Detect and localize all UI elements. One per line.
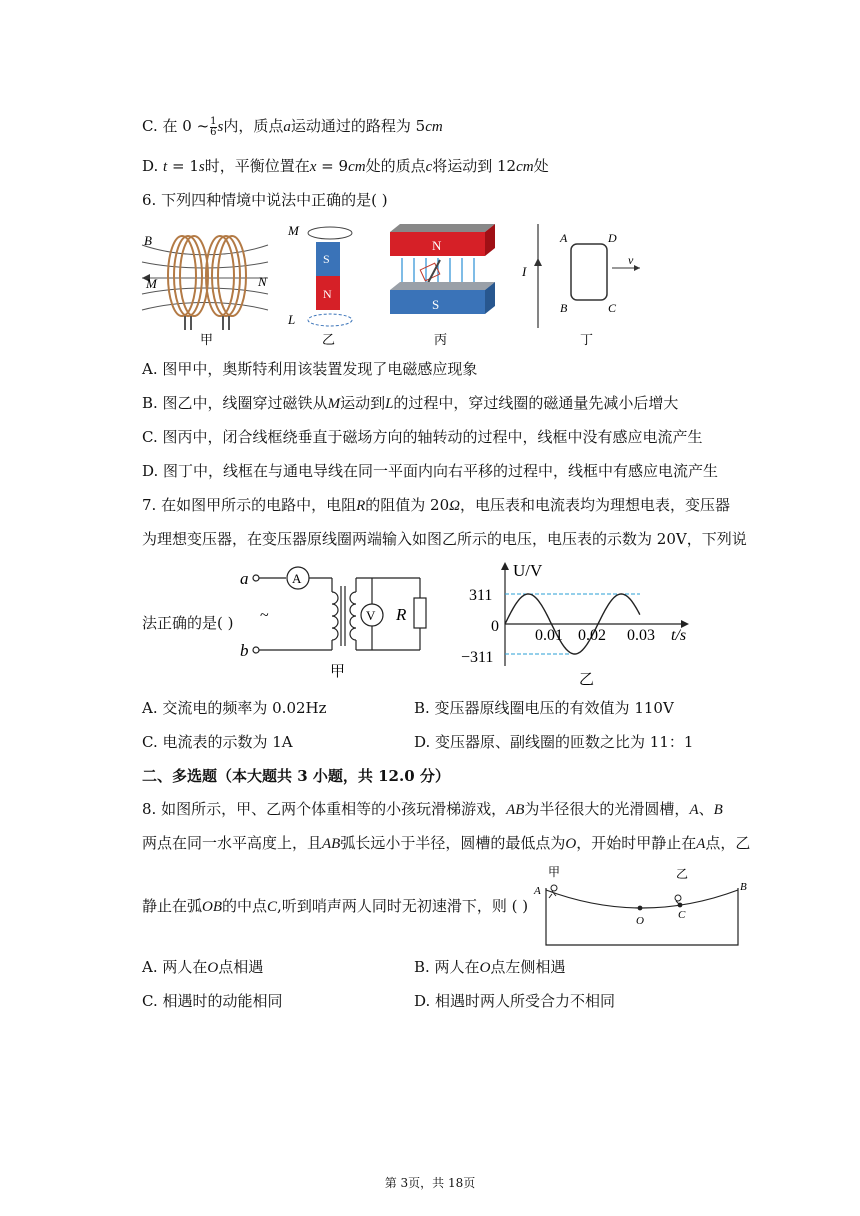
q6-option-c: C. 图丙中，闭合线框绕垂直于磁场方向的轴转动的过程中，线框中没有感应电流产生	[142, 428, 703, 446]
y-axis-label: U/V	[513, 561, 543, 580]
q8-stem-line2: 两点在同一水平高度上，且AB弧长远小于半径，圆槽的最低点为O，开始时甲静止在A点，乙	[142, 834, 751, 852]
field-figure	[390, 224, 495, 347]
point-o: O	[636, 915, 644, 927]
ammeter-label: A	[292, 571, 302, 586]
q8-slide-figure	[530, 862, 756, 950]
q7-stem-line1: 7. 在如图甲所示的电路中，电阻R的阻值为 20Ω，电压表和电流表均为理想电表，变压器	[142, 496, 730, 514]
svg-text:B: B	[560, 301, 568, 315]
terminal-b: b	[240, 641, 249, 660]
magnet-figure	[287, 223, 352, 347]
caption-jia: 甲	[330, 664, 346, 680]
caption-bing: 丙	[434, 332, 448, 347]
point-a: A	[534, 885, 541, 897]
q6-option-b: B. 图乙中，线圈穿过磁铁从M运动到L的过程中，穿过线圈的磁通量先减小后增大	[142, 394, 679, 412]
q8-stem-line3: 静止在弧OB的中点C,听到哨声两人同时无初速滑下，则 ( )	[142, 897, 529, 915]
x-axis-label: t/s	[671, 627, 687, 644]
q7-voltage-graph	[455, 556, 705, 692]
q6-option-d: D. 图丁中，线框在与通电导线在同一平面内向右平移的过程中，线框中有感应电流产生	[142, 462, 719, 480]
q6-stem: 6. 下列四种情境中说法中正确的是( )	[142, 191, 388, 209]
label-yi: 乙	[676, 867, 689, 881]
q7-stem-line2: 为理想变压器，在变压器原线圈两端输入如图乙所示的电压，电压表的示数为 20V，下列说	[142, 530, 747, 548]
label-n: N	[258, 274, 267, 289]
caption-yi: 乙	[322, 332, 336, 347]
q7-option-c: C. 电流表的示数为 1A	[142, 733, 293, 751]
y-tick-min: −311	[461, 649, 494, 666]
label-jia: 甲	[548, 865, 561, 879]
label-m: M	[146, 276, 157, 291]
q8-option-c: C. 相遇时的动能相同	[142, 992, 283, 1010]
x-tick-2: 0.02	[578, 627, 606, 644]
svg-text:S: S	[323, 252, 330, 266]
svg-text:N: N	[323, 287, 332, 301]
q5-option-c: C. 在 0 ~ $\frac{1}{6}$ s内，质点a运动通过的路程为 5cm	[142, 115, 443, 138]
caption-yi: 乙	[579, 672, 595, 688]
coil-figure	[142, 233, 268, 347]
resistor-label: R	[396, 605, 407, 624]
q8-option-b: B. 两人在O点左侧相遇	[414, 958, 566, 976]
voltmeter-label: V	[366, 608, 376, 623]
q8-option-d: D. 相遇时两人所受合力不相同	[414, 992, 616, 1010]
wire-figure	[521, 224, 640, 347]
ac-source-symbol: ~	[260, 607, 269, 624]
section-heading: 二、多选题（本大题共 3 小题，共 12.0 分）	[142, 767, 450, 785]
q7-circuit	[240, 560, 440, 680]
fraction: $\frac{1}{6}$	[210, 115, 217, 138]
y-tick-zero: 0	[491, 618, 499, 635]
svg-text:N: N	[432, 238, 442, 253]
q8-stem-line1: 8. 如图所示，甲、乙两个体重相等的小孩玩滑梯游戏，AB为半径很大的光滑圆槽，A、B	[142, 800, 723, 818]
svg-text:S: S	[432, 297, 440, 312]
q7-stem-line3: 法正确的是( )	[142, 614, 234, 632]
q5-option-d: D. t = 1s时，平衡位置在x = 9cm处的质点c将运动到 12cm处	[142, 157, 549, 175]
svg-text:A: A	[560, 231, 568, 245]
terminal-a: a	[240, 569, 249, 588]
x-tick-3: 0.03	[627, 627, 655, 644]
label-b: B	[144, 233, 152, 248]
label-i: I	[522, 264, 527, 279]
svg-text:v: v	[628, 253, 634, 267]
point-b: B	[740, 881, 747, 893]
y-tick-max: 311	[469, 587, 493, 604]
caption-ding: 丁	[580, 332, 594, 347]
q7-option-a: A. 交流电的频率为 0.02Hz	[142, 699, 327, 717]
point-c: C	[678, 909, 686, 921]
caption-jia: 甲	[200, 332, 214, 347]
q7-option-b: B. 变压器原线圈电压的有效值为 110V	[414, 699, 674, 717]
q6-option-a: A. 图甲中，奥斯特利用该装置发现了电磁感应现象	[142, 360, 478, 378]
label-m: M	[288, 223, 299, 238]
q6-figures	[140, 220, 660, 352]
q7-option-d: D. 变压器原、副线圈的匝数之比为 11：1	[414, 733, 694, 751]
label-l: L	[288, 312, 296, 327]
page-footer: 第 3页，共 18页	[384, 1176, 476, 1190]
x-tick-1: 0.01	[535, 627, 563, 644]
svg-text:C: C	[608, 301, 617, 315]
svg-text:D: D	[608, 231, 617, 245]
q8-option-a: A. 两人在O点相遇	[142, 958, 264, 976]
